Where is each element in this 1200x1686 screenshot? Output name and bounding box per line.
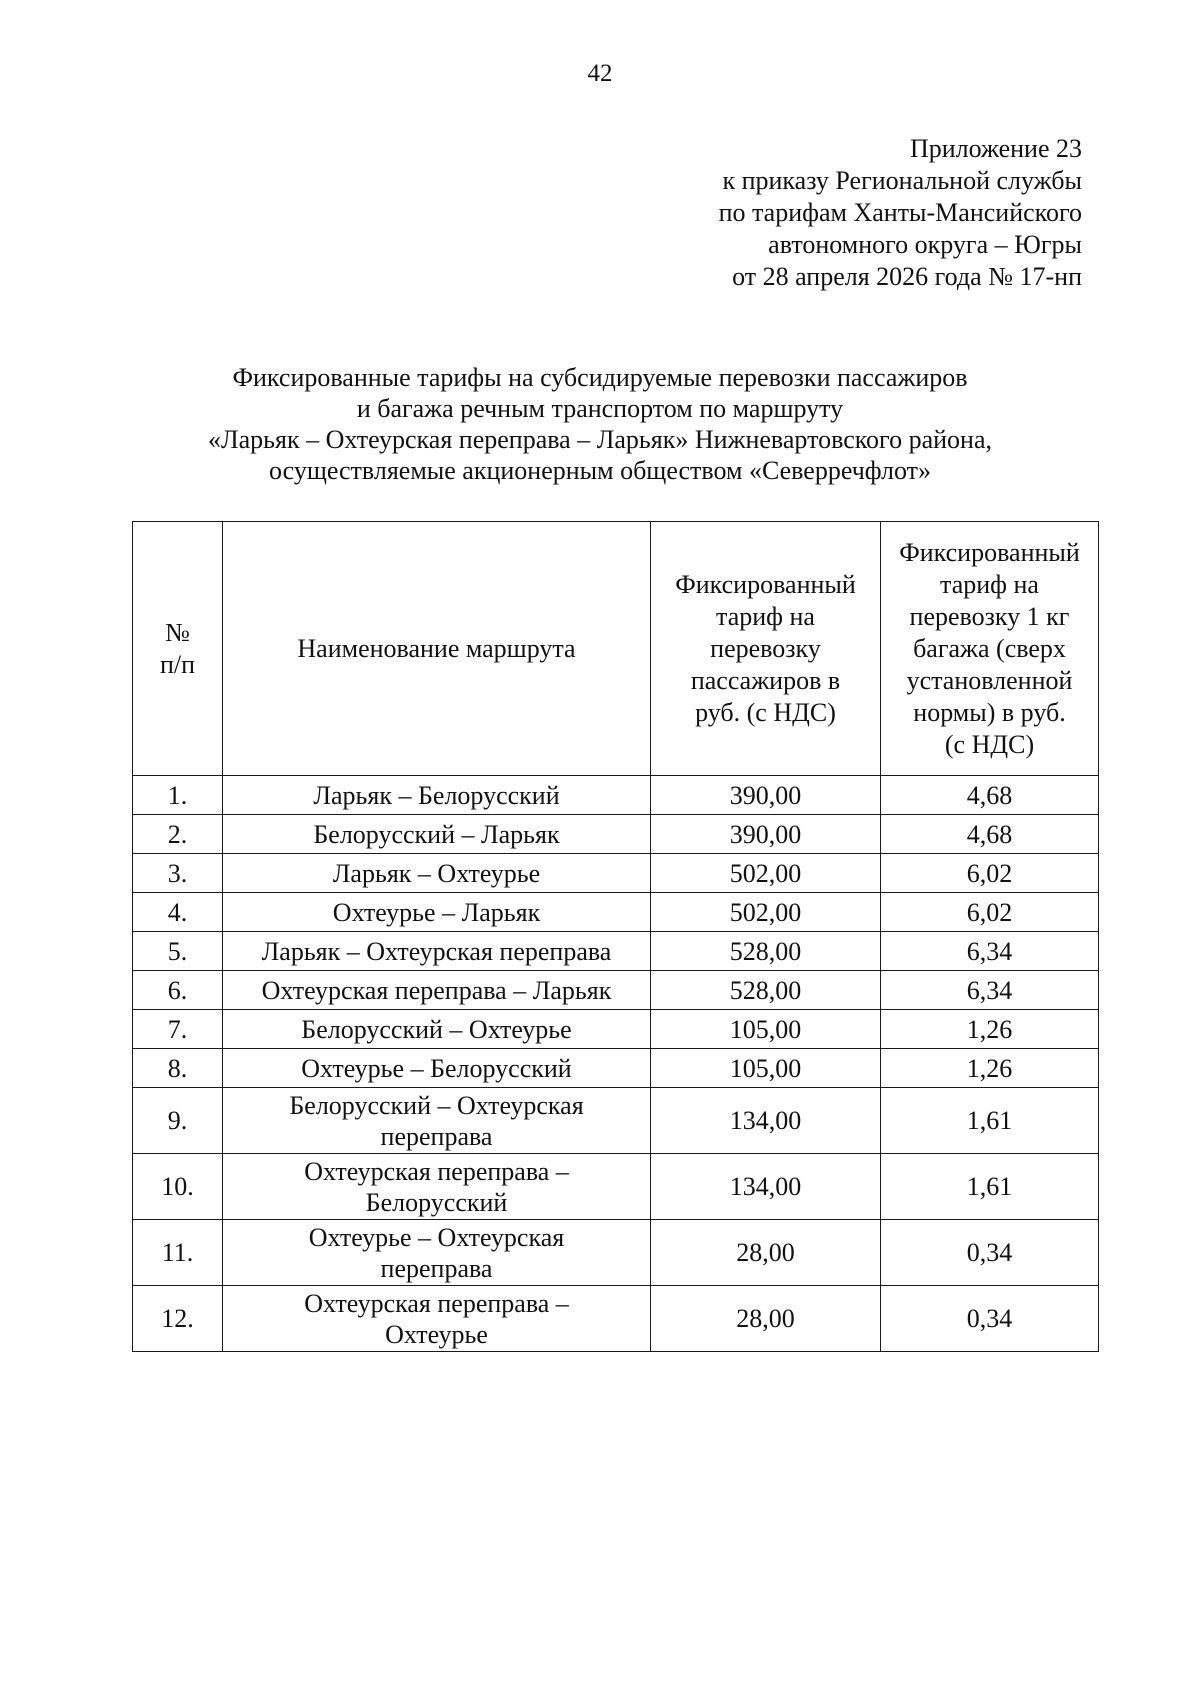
header-line: руб. (с НДС) (695, 697, 836, 727)
header-line: тариф на (716, 601, 815, 631)
route-line: Охтеурье – Ларьяк (332, 897, 541, 927)
row-number: 2. (133, 815, 223, 854)
appendix-line: от 28 апреля 2026 года № 17-нп (732, 262, 1082, 291)
table-row (133, 815, 1099, 854)
baggage-tariff: 1,61 (881, 1154, 1099, 1220)
title-line: «Ларьяк – Охтеурская переправа – Ларьяк» Нижневартовского района, (208, 425, 992, 454)
appendix-line: Приложение 23 (909, 134, 1082, 163)
header-line: Фиксированный (899, 537, 1080, 567)
route-line: переправа (380, 1121, 493, 1151)
title-line: Фиксированные тарифы на субсидируемые перевозки пассажиров (232, 363, 968, 392)
header-line: п/п (159, 649, 196, 679)
passenger-tariff: 134,00 (651, 1154, 881, 1220)
table-row (133, 1088, 1099, 1154)
appendix-line: автономного округа – Югры (768, 230, 1082, 259)
route-line: Охтеурская переправа – (304, 1156, 569, 1186)
table-row (133, 1286, 1099, 1352)
route-name (223, 932, 651, 971)
row-number: 10. (133, 1154, 223, 1220)
baggage-tariff: 4,68 (881, 815, 1099, 854)
route-line: Белорусский – Охтеурская (289, 1090, 584, 1120)
header-line: нормы) в руб. (913, 697, 1066, 727)
table-row (133, 1154, 1099, 1220)
baggage-tariff: 0,34 (881, 1286, 1099, 1352)
appendix-line: к приказу Региональной службы (722, 166, 1082, 195)
header-passenger-tariff (651, 522, 881, 776)
baggage-tariff: 1,61 (881, 1088, 1099, 1154)
baggage-tariff: 6,02 (881, 854, 1099, 893)
header-line: установленной (906, 665, 1073, 695)
route-name (223, 815, 651, 854)
title-line: осуществляемые акционерным обществом «Северречфлот» (268, 456, 932, 485)
row-number: 4. (133, 893, 223, 932)
appendix-block (719, 133, 1082, 293)
row-number: 9. (133, 1088, 223, 1154)
route-line: Белорусский – Ларьяк (313, 819, 560, 849)
route-name (223, 1286, 651, 1352)
route-line: Охтеурье (385, 1319, 488, 1349)
document-title (0, 362, 1200, 486)
table-header-row (133, 522, 1099, 776)
passenger-tariff: 28,00 (651, 1286, 881, 1352)
route-line: Ларьяк – Охтеурье (332, 858, 541, 888)
header-num (133, 522, 223, 776)
row-number: 5. (133, 932, 223, 971)
row-number: 7. (133, 1010, 223, 1049)
table-row (133, 854, 1099, 893)
route-name (223, 854, 651, 893)
route-line: Ларьяк – Белорусский (313, 780, 560, 810)
route-line: Охтеурье – Охтеурская (308, 1222, 565, 1252)
header-line: багажа (сверх (913, 633, 1066, 663)
route-name (223, 1088, 651, 1154)
row-number: 8. (133, 1049, 223, 1088)
route-line: Охтеурская переправа – Ларьяк (261, 975, 612, 1005)
header-line: пассажиров в (690, 665, 841, 695)
baggage-tariff: 4,68 (881, 776, 1099, 815)
header-line: перевозку 1 кг (909, 601, 1070, 631)
passenger-tariff: 390,00 (651, 815, 881, 854)
passenger-tariff: 502,00 (651, 854, 881, 893)
header-line: тариф на (940, 569, 1039, 599)
page-number: 42 (587, 60, 613, 87)
baggage-tariff: 6,02 (881, 893, 1099, 932)
header-line: Фиксированный (675, 569, 856, 599)
table-row (133, 1220, 1099, 1286)
route-line: Белорусский (365, 1187, 508, 1217)
route-name (223, 776, 651, 815)
row-number: 3. (133, 854, 223, 893)
table-row (133, 971, 1099, 1010)
route-line: Охтеурье – Белорусский (301, 1053, 572, 1083)
row-number: 1. (133, 776, 223, 815)
table-row (133, 1010, 1099, 1049)
header-line: перевозку (710, 633, 821, 663)
passenger-tariff: 528,00 (651, 932, 881, 971)
row-number: 12. (133, 1286, 223, 1352)
route-line: Белорусский – Охтеурье (301, 1014, 572, 1044)
baggage-tariff: 6,34 (881, 932, 1099, 971)
passenger-tariff: 528,00 (651, 971, 881, 1010)
table-row (133, 893, 1099, 932)
header-line: № (165, 617, 190, 647)
baggage-tariff: 6,34 (881, 971, 1099, 1010)
passenger-tariff: 105,00 (651, 1049, 881, 1088)
route-line: переправа (380, 1253, 493, 1283)
route-name (223, 1049, 651, 1088)
table-row (133, 1049, 1099, 1088)
baggage-tariff: 1,26 (881, 1049, 1099, 1088)
header-route (223, 522, 651, 776)
table-row (133, 776, 1099, 815)
row-number: 11. (133, 1220, 223, 1286)
tariff-table (132, 521, 1099, 1352)
passenger-tariff: 134,00 (651, 1088, 881, 1154)
route-name (223, 1220, 651, 1286)
row-number: 6. (133, 971, 223, 1010)
passenger-tariff: 105,00 (651, 1010, 881, 1049)
header-line: Наименование маршрута (297, 633, 576, 663)
passenger-tariff: 390,00 (651, 776, 881, 815)
passenger-tariff: 28,00 (651, 1220, 881, 1286)
route-line: Охтеурская переправа – (304, 1288, 569, 1318)
passenger-tariff: 502,00 (651, 893, 881, 932)
route-name (223, 1010, 651, 1049)
baggage-tariff: 0,34 (881, 1220, 1099, 1286)
route-line: Ларьяк – Охтеурская переправа (261, 936, 612, 966)
table-row (133, 932, 1099, 971)
appendix-line: по тарифам Ханты-Мансийского (718, 198, 1082, 227)
route-name (223, 1154, 651, 1220)
route-name (223, 971, 651, 1010)
title-line: и багажа речным транспортом по маршруту (356, 394, 844, 423)
route-name (223, 893, 651, 932)
header-line: (с НДС) (944, 729, 1035, 759)
table-body (133, 776, 1099, 1352)
header-baggage-tariff (881, 522, 1099, 776)
baggage-tariff: 1,26 (881, 1010, 1099, 1049)
